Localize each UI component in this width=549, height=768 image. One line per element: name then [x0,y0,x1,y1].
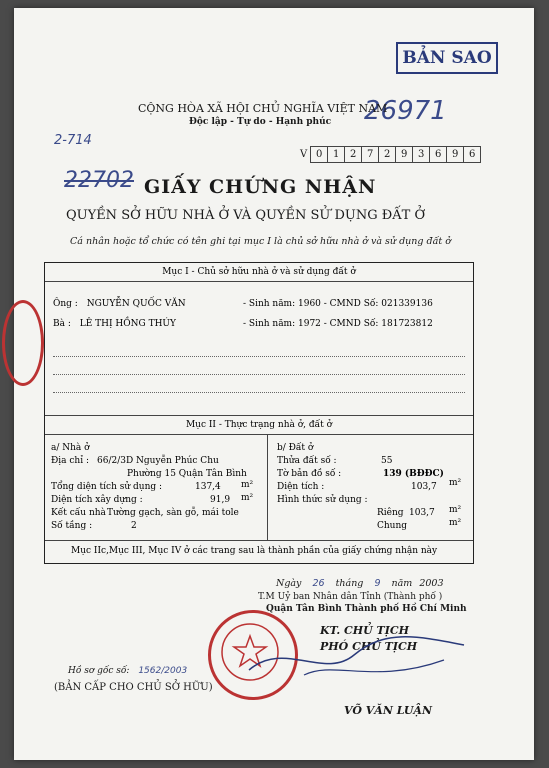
shared-label: Chung [377,521,408,531]
address-line2: Phường 15 Quận Tân Bình [127,469,247,479]
date-day: 26 [312,578,325,589]
serial-digit: 0 [310,146,328,163]
certificate-page [14,8,534,760]
section1-heading: Mục I - Chủ sở hữu nhà ở và sử dụng đất ở [45,263,473,282]
land-area-value: 103,7 [411,482,437,492]
handwritten-crossed-number: 22702 [64,168,134,193]
structure-value: Tường gạch, sàn gỗ, mái tole [107,508,239,518]
owner1-name: NGUYỄN QUỐC VĂN [86,299,186,309]
column-divider [267,434,268,540]
signature [244,630,474,690]
date-month-label: tháng [335,578,364,589]
owner2-info: - Sinh năm: 1972 - CMND Số: 181723812 [243,319,433,329]
owner2-name: LÊ THỊ HỒNG THÚY [79,319,176,329]
owner2-row [53,319,176,329]
owner2-prefix: Bà : [53,319,71,329]
serial-digit: 1 [328,146,345,163]
date-year-label: năm [391,578,413,589]
floors-label: Số tầng : [51,521,93,531]
blank-line [53,391,465,393]
date-year: 2003 [419,578,444,589]
plot-value: 55 [381,456,393,466]
private-label: Riêng [377,508,404,518]
land-area-label: Diện tích : [277,482,325,492]
serial-number [300,146,481,163]
land-area-unit: m² [449,478,462,488]
owner1-row [53,299,186,309]
document-title: GIẤY CHỨNG NHẬN [144,176,377,198]
serial-prefix: V [300,149,308,160]
document-subtitle: QUYỀN SỞ HỮU NHÀ Ở VÀ QUYỀN SỬ DỤNG ĐẤT Ở [66,208,426,223]
blank-line [53,355,465,357]
address-line1: 66/2/3D Nguyễn Phúc Chu [97,456,219,466]
shared-unit: m² [449,518,462,528]
serial-digit: 6 [430,146,447,163]
authority-line1: T.M Uỷ ban Nhân dân Tỉnh (Thành phố ) [258,592,443,602]
owner1-info: - Sinh năm: 1960 - CMND Số: 021339136 [243,299,433,309]
section2-heading: Mục II - Thực trạng nhà ở, đất ở [45,415,473,435]
private-value: 103,7 [409,508,435,518]
use-label: Hình thức sử dụng : [277,495,368,505]
footer-note: Mục IIc,Mục III, Mục IV ở các trang sau là thành phần của giấy chứng nhận này [71,546,438,556]
floor-area-label: Tổng diện tích sử dụng : [51,482,163,492]
serial-digit: 7 [362,146,379,163]
certificate-table [44,262,474,564]
house-heading: a/ Nhà ở [51,443,90,453]
file-number [68,666,187,676]
signer-name: VÕ VĂN LUẬN [344,704,433,717]
build-area-unit: m² [241,493,254,503]
serial-digits [310,146,481,163]
map-value: 139 (BĐĐC) [383,469,444,479]
serial-digit: 9 [396,146,413,163]
file-value: 1562/2003 [138,666,188,676]
serial-digit: 2 [345,146,362,163]
date-prefix: Ngày [276,578,302,589]
issue-date [276,578,444,589]
side-seal [2,300,44,386]
motto: Độc lập - Tự do - Hạnh phúc [189,117,332,127]
private-unit: m² [449,505,462,515]
authority-line2: Quận Tân Bình Thành phố Hồ Chí Minh [266,604,467,614]
map-label: Tờ bản đồ số : [277,469,342,479]
serial-digit: 3 [413,146,430,163]
land-heading: b/ Đất ở [277,443,314,453]
floor-area-value: 137,4 [195,482,221,492]
serial-digit: 9 [447,146,464,163]
handwritten-number: 26971 [364,96,447,126]
kt-chairman: KT. CHỦ TỊCH [320,624,410,637]
owner-copy-note: (BẢN CẤP CHO CHỦ SỞ HỮU) [54,682,213,693]
blank-line [53,373,465,375]
floors-value: 2 [131,521,137,531]
intro-text: Cá nhân hoặc tổ chức có tên ghi tại mục I là chủ sở hữu nhà ở và sử dụng đất ở [70,236,451,247]
address-label: Địa chỉ : [51,456,89,466]
serial-digit: 6 [464,146,481,163]
vice-chairman: PHÓ CHỦ TỊCH [320,640,418,653]
floor-area-unit: m² [241,480,254,490]
owner1-prefix: Ông : [53,299,78,309]
build-area-value: 91,9 [210,495,231,505]
country-header: CỘNG HÒA XÃ HỘI CHỦ NGHĨA VIỆT NAM [138,102,388,115]
copy-stamp: BẢN SAO [396,42,498,74]
plot-label: Thửa đất số : [277,456,337,466]
structure-label: Kết cấu nhà [51,508,106,518]
handwritten-left-number: 2-714 [54,133,92,148]
table-bottom-rule [45,540,473,541]
file-label: Hồ sơ gốc số: [68,666,130,676]
build-area-label: Diện tích xây dựng : [51,495,143,505]
date-month: 9 [374,578,381,589]
serial-digit: 2 [379,146,396,163]
